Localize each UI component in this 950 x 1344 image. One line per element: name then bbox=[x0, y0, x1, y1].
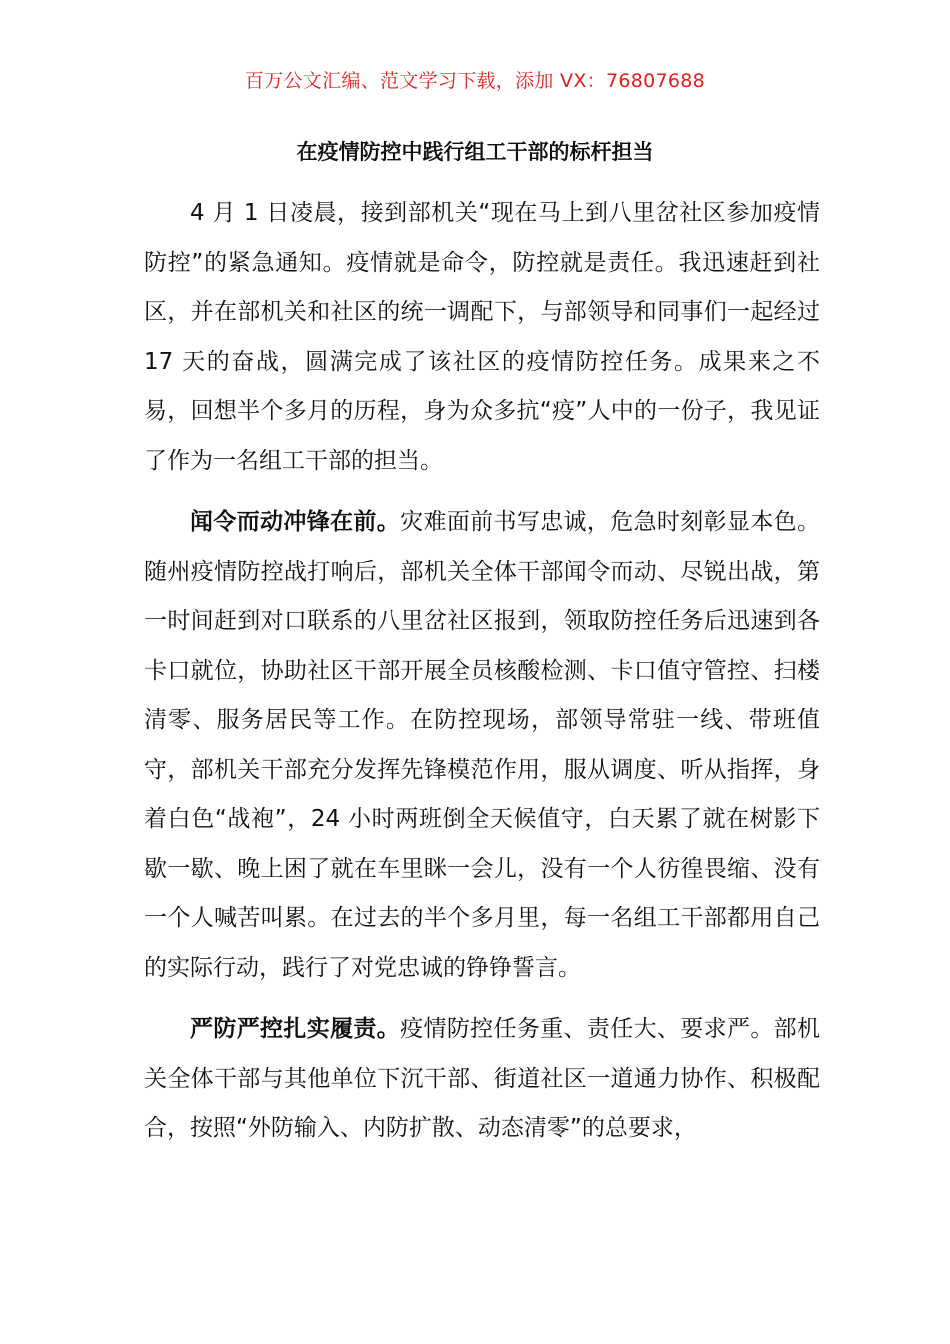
paragraph-lead: 严防严控扎实履责。 bbox=[190, 1016, 401, 1042]
paragraph-text: 4 月 1 日凌晨，接到部机关“现在马上到八里岔社区参加疫情防控”的紧急通知。疫情就是命令，防控就是责任。我迅速赶到社区，并在部机关和社区的统一调配下，与部领导和同事们一起经过 17 天的奋战，圆满完成了该社区的疫情防控任务。成果来之不易，回想半个多月的历程，身为众多抗“疫”人中的一份子，我见证了作为一名组工干部的担当。 bbox=[144, 200, 820, 474]
document-title: 在疫情防控中践行组工干部的标杆担当 bbox=[296, 140, 654, 164]
paragraph-section-2 bbox=[144, 1005, 820, 1154]
paragraph-lead: 闻令而动冲锋在前。 bbox=[190, 509, 401, 535]
paragraph-text: 疫情防控任务重、责任大、要求严。部机关全体干部与其他单位下沉干部、街道社区一道通力协作、积极配合，按照“外防输入、内防扩散、动态清零”的总要求， bbox=[144, 1016, 821, 1141]
paragraph-text: 灾难面前书写忠诚，危急时刻彰显本色。随州疫情防控战打响后，部机关全体干部闻令而动、尽锐出战，第一时间赶到对口联系的八里岔社区报到，领取防控任务后迅速到各卡口就位，协助社区干部开展全员核酸检测、卡口值守管控、扫楼清零、服务居民等工作。在防控现场，部领导常驻一线、带班值守，部机关干部充分发挥先锋模范作用，服从调度、听从指挥，身着白色“战袍”，24 小时两班倒全天候值守，白天累了就在树影下歇一歇、晚上困了就在车里眯一会儿，没有一个人彷徨畏缩、没有一个人喊苦叫累。在过去的半个多月里，每一名组工干部都用自己的实际行动，践行了对党忠诚的铮铮誓言。 bbox=[144, 509, 821, 981]
header-note: 百万公文汇编、范文学习下载，添加 VX：76807688 bbox=[244, 70, 706, 92]
paragraph-section-1 bbox=[144, 498, 820, 993]
document-body bbox=[144, 189, 820, 1154]
paragraph-intro bbox=[144, 189, 820, 486]
